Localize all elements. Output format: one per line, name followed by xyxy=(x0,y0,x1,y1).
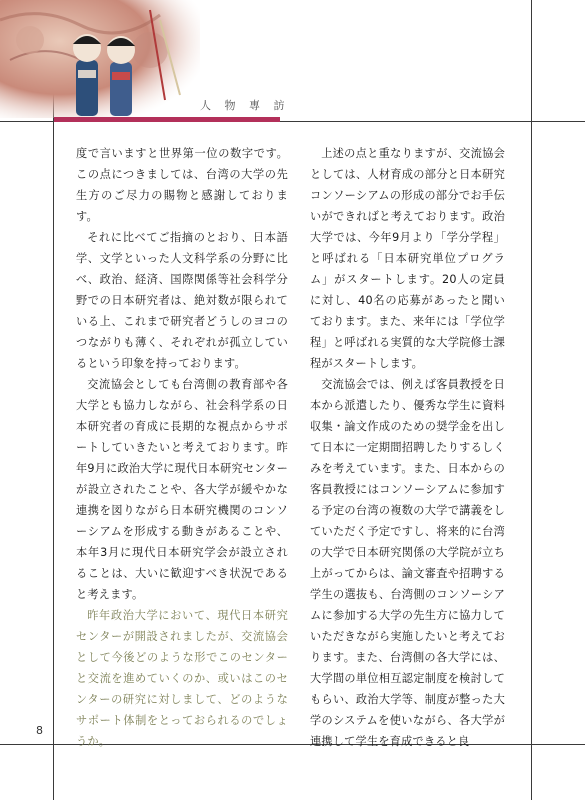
left-paragraph-2: それに比べてご指摘のとおり、日本語学、文学といった人文科学系の分野に比べ、政治、経済、国際関係等社会科学分野での日本研究者は、絶対数が限られている上、これまで研究者どうしのヨコのつながりも薄く、それぞれが孤立しているという印象を持っております。 xyxy=(76,231,288,370)
right-column xyxy=(310,143,505,752)
left-paragraph-3: 交流協会としても台湾側の教育部や各大学とも協力しながら、社会科学系の日本研究者の育成に長期的な視点からサポートしていきたいと考えております。昨年9月に政治大学に現代日本研究センターが設立されたことや、各大学が緩やかな連携を図りながら日本研究機関のコンソーシアムを形成する動きがあることや、本年3月に現代日本研究学会が設立されることは、大いに歓迎すべき状況であると考えます。 xyxy=(76,378,288,601)
header-accent-line xyxy=(54,117,280,122)
right-paragraph-2: 交流協会では、例えば客員教授を日本から派遣したり、優秀な学生に資料収集・論文作成のための奨学金を出して日本に一定期間招聘したりするしくみを考えています。また、日本からの客員教授にはコンソーシアムに参加する予定の台湾の複数の大学で講義をしていただく予定ですし、将来的に台湾の大学で日本研究関係の大学院が立ち上がってからは、論文審査や招聘する学生の選抜も、台湾側のコンソーシアムに参加する大学の先生方に協力していただきながら実施したいと考えております。また、台湾側の各大学には、大学間の単位相互認定制度を検討してもらい、政治大学等、制度が整った大学のシステムを使いながら、各大学が連携して学生を育成できると良 xyxy=(310,378,505,748)
kokeshi-dolls-illustration xyxy=(0,0,200,118)
right-paragraph-1: 上述の点と重なりますが、交流協会としては、人材育成の部分と日本研究コンソーシアムの形成の部分でお手伝いができればと考えております。政治大学では、今年9月より「学分学程」と呼ばれる「日本研究単位プログラム」がスタートします。20人の定員に対し、40名の応募があったと聞いております。また、来年には「学位学程」と呼ばれる実質的な大学院修士課程がスタートします。 xyxy=(310,147,505,370)
interview-question: 昨年政治大学において、現代日本研究センターが開設されましたが、交流協会として今後どのような形でこのセンターと交流を進めていくのか、或いはこのセンターの研究に対しまして、どのようなサポート体制をとっておられるのでしょうか。 xyxy=(76,609,288,748)
left-column xyxy=(76,143,288,752)
section-label: 人 物 專 訪 xyxy=(200,99,290,112)
page-number: 8 xyxy=(36,724,43,737)
right-margin-rule xyxy=(531,0,532,800)
left-paragraph-1: 度で言いますと世界第一位の数字です。この点につきましては、台湾の大学の先生方のご尽力の賜物と感謝しております。 xyxy=(76,147,288,223)
